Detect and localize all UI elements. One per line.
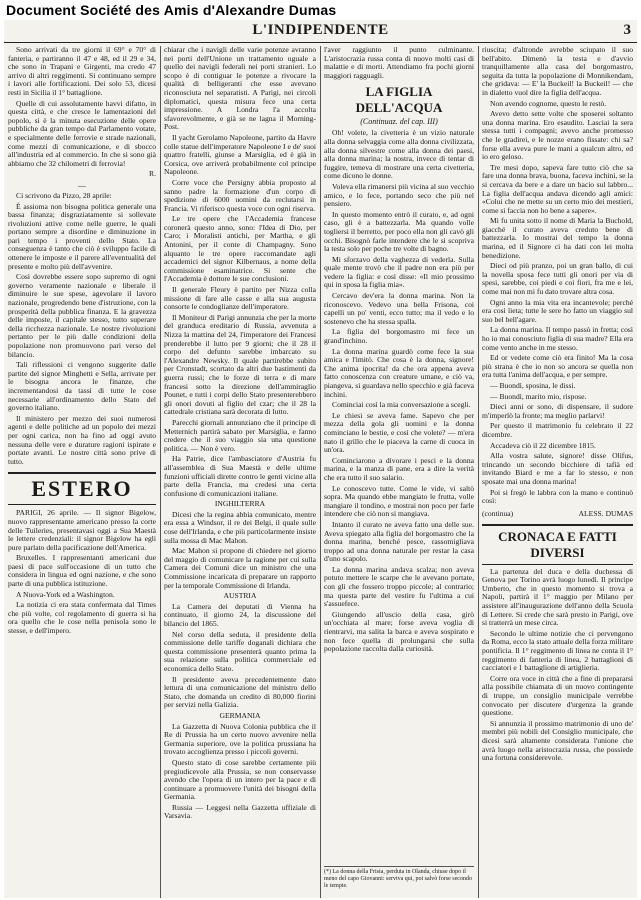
paragraph: l'aver raggiunto il punto culminante. L'aristocrazia russa conta di nuovo molti casi di malattie e di morti. Attendiamo fra pochi giorni maggiori ragguagli. bbox=[324, 46, 474, 80]
paragraph: Il yacht Gerolamo Napoleone, partito da Havre colle statue dell'imperatore Napoleone I e de' suoi quattro fratelli, giunse a Marsiglia, ed è già in Corsica, ove arriverà probabilmente col principe Napoleone. bbox=[164, 132, 316, 177]
paragraph: Alla vostra salute, signore! disse Olifus, trincando un secondo bicchiere di tafià ed invitando Biard e me a far lo stesso, e non sposate mai una donna marina! bbox=[482, 451, 633, 486]
paragraph: La donna marina andava scalza; non aveva potuto mettere le scarpe che le avevano portate, con gli che fossero troppo piccole; al contrario; ma questa parte del vestire fu l'ultima a cui s'assuefece. bbox=[324, 564, 474, 609]
top-bar bbox=[0, 0, 641, 20]
paragraph: — Buondì, marito mio, rispose. bbox=[490, 391, 587, 401]
paragraph: Quelle di cui assolutamente havvi difatto, in questa città, e che cresce le lamentazioni del popolo, si è la minuta esecuzione delle opere pubbliche da gran tempo dal Parlamento votate, e specialmente delle ferrovie e strade nazionali, come mezzi di comunicazione, e di sbocco all'industria ed al commercio. In che si sono già abbiamo che 32 chilometri di ferrovia! bbox=[8, 98, 156, 168]
paragraph: Mi sforzavo della vaghezza di vederla. Sulla quale mente trovò che il padre non era più per vedere la figlia: e così disse: «Il mio prossimo qui in sposa la figlia mia». bbox=[324, 254, 474, 290]
section-heading-austria: AUSTRIA bbox=[223, 591, 257, 601]
paragraph: Ed or vedete come ciò era finito! Ma la cosa più strana è che io non so ancora se quella non era tutta l'anima dell'acqua, e per sempre. bbox=[482, 353, 633, 380]
paragraph: Giungendo all'uscio della casa, girò un'occhiata al mare; forse aveva voglia di rientrarvi, ma salita la barca e aveva sospirato e non fece quella di prolungarsi che sulla popolazione raccolta dalla curiosità. bbox=[324, 609, 474, 654]
masthead-rule bbox=[4, 42, 637, 43]
paragraph: Ci scrivono da Pizzo, 28 aprile: bbox=[16, 190, 112, 200]
section-heading-inghilterra: INGHILTERRA bbox=[214, 499, 266, 509]
paragraph: chiarar che i navigli delle varie potenze avranno nei porti dell'Unione un trattamento uguale a quello dei navigli federali nei porti stranieri. Lo scopo è di contiguar le potenze a rivocare la qualità di belligeranti che esse avevano riconosciuta nel separatisti. A Parigi, nei circoli diplomatici, questa misura fece una certa impressione. A Londra l'a accolta sfavorevolmente, e già se ne lagna il Morning-Post. bbox=[164, 46, 316, 132]
paragraph: Il ministero per mezzo dei suoi numerosi agenti e delle politiche ad un popolo dei mezzi per ogni carica, non ha fino ad oggi avuto nessuna delle vere e durature ragioni ispirate e portate avanti. Le nostre città sono prive di tutto. bbox=[8, 413, 156, 466]
paragraph: Dieci anni or sono, di dispensare, il sudore m'imperlò la fronte; ma meglio parlarvi! bbox=[482, 402, 633, 420]
paragraph: PARIGI, 26 aprile. — Il signor Bigelow, nuovo rappresentante americano presso la corte delle Tuileries, presentavasi oggi a Sua Maestà le lettere credenziali: il signor Bigelow ha egli pure parlato della pacificazione dell'America. bbox=[8, 508, 156, 552]
paragraph: Cominciai così la mia conversazione a scegli. bbox=[332, 400, 471, 410]
paragraph: A Nuova-York ed a Washington. bbox=[16, 589, 115, 599]
paragraph: È assioma non bisogna politica generale una bassa finanza; disgraziatamente si sollevate rivoluzioni attive come nelle guerre, le quali portano sempre a disordine e diminuzione in pari tempo i proventi dello Stato. La conseguenza è tanto che ciò è sviluppo facile di ottenere le imposte e il parere all'eventualità del presente e molto più dell'avvenire. bbox=[8, 201, 156, 271]
feuilleton-signature bbox=[482, 509, 633, 518]
paragraph: — Buondì, sposina, le dissi. bbox=[490, 380, 576, 390]
paragraph: riuscita; d'altronde avrebbe sciupato il suo bell'abito. Dimenò la testa e d'avvio tranquillamente alla casa del borgomastro, seguita da tutta la popolazione di Monnikendam, che gridava: — E' la Buckeil! la Buckeil! — che in dialetto vuol dire la figlia dell'acqua. bbox=[482, 46, 633, 97]
column-2 bbox=[164, 46, 316, 898]
paragraph: Avevo detto sette volte che sposerei soltanto una donna marina. Ero esaudito. Lasciai la sera stessa tutti i compagni; avevo anche promesso che le gradirei, e le nozze erano fissate: chi sa? forse ella aveva pure le mani a qualcun altro, ed io ero geloso. bbox=[482, 109, 633, 162]
column-divider bbox=[478, 46, 479, 898]
paragraph: La donna marina. Il tempo passò in fretta; così ho io mai conosciuto figlia di sua madre? Ella era come vento anche in me stesso. bbox=[482, 325, 633, 352]
paragraph: La donna marina guardò come fece la sua amica e l'imitò. Che cosa è la donna, signore! Che anima ipocrita! da che ora appena aveva fatto conoscenza con creature umane, e ciò va, piangeva, si guardava nello specchio e già faceva inchini. bbox=[324, 346, 474, 399]
section-heading-germania: GERMANIA bbox=[219, 710, 261, 720]
paragraph: Dieci od più pranzo, poi un gran ballo, di cui la novella sposa fece tutti gli onori per via di spesi, sarebbe, coi piedi e coi fiori, fra me e lei, come mai non mi fu dato trovare altra cosa. bbox=[482, 261, 633, 297]
paragraph: Tre mesi dopo, sapeva fare tutto ciò che sa fare una donna brava, buona, faceva inchini, se la si cercava da bere e a dare un bacio sul labbro... La figlia dell'acqua andava dicendo agli amici: «Colui che ne mette su un certo mio dei mestieri, come si faccia non ho bene a sapere». bbox=[482, 162, 633, 215]
page-number: 3 bbox=[623, 22, 631, 38]
column-divider bbox=[160, 46, 161, 898]
paragraph: La partenza del duca e della duchessa di Genova per Torino avrà luogo lunedì. Il principe Umberto, che in questo momento si trova a Napoli, partirà il 1° maggio per Milano per assistere all'inaugurazione dell'anno della Scuola di Lettere. Si crede che sarà presto in Parigi, ove si tratterrà un mese circa. bbox=[482, 566, 633, 628]
paragraph: Mac Mahon si propone di chiedere nel giorno del maggio di comunicare la ragione per cui sulla Camera dei Comuni dice un ministro che una Commissione incaricata di preparare un rapporto per la temporale Commissione di Irlanda. bbox=[164, 546, 316, 590]
paragraph: Nel corso della seduta, il presidente della commissione delle tariffe doganali dichiara che questa commissione presenterà quanto prima la sua relazione sulla politica commerciale ed economica dello Stato. bbox=[164, 629, 316, 673]
newspaper-page bbox=[4, 20, 637, 898]
paragraph: Corre ora voce in città che a fine di prepararsi alla possibile chiamata di un nuovo contingente di truppe, un consiglio municipale verrebbe convocato per discutere d'urgenza la grande questione. bbox=[482, 673, 633, 718]
paragraph: Questo stato di cose sarebbe certamente più pregiudicevole alla Prussia, se non conservasse avendo che l'opera di un intero per la pace e di continuare a promuovere l'unità dei bisogni della Germania. bbox=[164, 757, 316, 802]
paragraph: Le chiesi se aveva fame. Sapevo che per mezza della gola gli uomini e la donna cominciano le bestie, e così che volete? — m'era nato il grillo che le piaceva la carne di cuoca in un'ora. bbox=[324, 410, 474, 455]
paragraph: Il Moniteur di Parigi annunzia che per la morte del granduca ereditario di Russia, avvenuta a Nizza la mattina del 24, l'imperatore dei Francesi prenderebbe il lutto per 9 giorni; che il 28 il corpo del defunto sarebbe imbarcato su l'Alexandre Newsky. Il quale partirebbe subito per Cronstadt, scortato da altri due bastimenti da guerra russi; che le forze di terra e di mare francesi sotto la direzione dell'ammiraglio Pounet, e tutti i corpi dello Stato presenterebbero gli onori dovuti al figlio del czar; che il 28 la cattedrale cristiana sarà decorata di lutto. bbox=[164, 312, 316, 417]
paragraph: Le conoscevo tutte. Come le vide, vi saltò sopra. Ma quando ebbe mangiato le frutta, volle mangiare il tondino, e mostrai non poco per farle intendere che ciò non si mangiava. bbox=[324, 483, 474, 519]
column-1 bbox=[8, 46, 156, 898]
paragraph: Voleva ella rimanersi più vicina al suo vecchio amico, e lo fece, portando seco che più nel pensiero. bbox=[324, 181, 474, 209]
author-name: ALESS. DUMAS bbox=[578, 508, 633, 518]
paragraph: Le tre opere che l'Accademia francese coronerà questo anno, sono: l'Idea di Dio, per Caro; i Moralisti antichi, per Martha, e gli Antonini, per il conte di Champagny. Sono alquanto le tre opere raccomandate agli accademici del signor Kilbernaus, a nome della commissione esaminatrice. Si sente che l'Accademia è dottore le sue conclusioni. bbox=[164, 214, 316, 284]
paragraph: Accadeva ciò il 22 dicembre 1815. bbox=[490, 440, 596, 450]
paragraph: Parecchi giornali annunziano che il principe di Metternich partirà sabato per Marsiglia, e fanno credere che il suo viaggio sia una questione politica. — Non è vero. bbox=[164, 417, 316, 453]
paragraph: Il presidente aveva precedentemente dato lettura di una comunicazione del ministro dello Stato, che domanda un credito di 80,000 fiorini per servizi nella Galizia. bbox=[164, 674, 316, 710]
paragraph: Intanto il curato ne aveva fatto una delle sue. Aveva spiegato alla figlia del borgomastro che la donna marina, benché pesce, rassomigliava troppo ad una donna naturale per restar la casa d'uno scapolo. bbox=[324, 519, 474, 564]
section-heading-estero: ESTERO bbox=[8, 472, 156, 505]
feuilleton-subtitle: (Continuaz. del cap. III) bbox=[360, 117, 438, 127]
paragraph: Mi fu unita sotto il nome di Maria la Buchold, giacché il curato aveva creduto bene di battezzarla. Io mostrai del tempo la donna marina, ed il Signore ci ha dati con lei molta benedizione. bbox=[482, 216, 633, 260]
paragraph: Ogni anno la mia vita era incantevole; perché era così lieta; tutte le sere ho fatto un viaggio sul suo bel bell'agare. bbox=[482, 297, 633, 324]
paragraph: Cominciarono a divorare i pesci e la donna marina, e la manza di pane, era a dire la verità che era tutto il suo salario. bbox=[324, 455, 474, 482]
paragraph: La notizia ci era stata confermata dal Times che più volte, col regolamento di guerra si ha ora quello che le cose nella penisola sono le stesse, e dell'impero. bbox=[8, 600, 156, 636]
paragraph: Russia — Leggesi nella Gazzetta uffiziale di Varsavia. bbox=[164, 802, 316, 821]
paragraph: La Gazzetta di Nuova Colonia pubblica che il Re di Prussia ha un certo nuovo avvenire nella Germania superiore, ove la politica prussiana ha trovato accoglienza presso i piccoli governi. bbox=[164, 721, 316, 757]
section-heading-cronaca: CRONACA E FATTI DIVERSI bbox=[482, 524, 633, 565]
paragraph: Oh! volete, la civetteria è un vizio naturale alla donna selvaggia come alla donna civilizzata, alla donna silvestre come alla donna dei paesi, alla donna marina; la nostra, invece di tentar di fuggire, temeva di mostrare una certa civetteria, come dicono le donne. bbox=[324, 128, 474, 181]
separator: — bbox=[78, 180, 86, 190]
paragraph: Corre voce che Persigny abbia proposto al sanno padre la formazione d'un corpo di spedizione di 6000 uomini da reclutarsi in Francia. Vi riferisco questa voce con ogni riserva. bbox=[164, 177, 316, 213]
continua-label: (continua) bbox=[482, 508, 514, 518]
paragraph: La Camera dei deputati di Vienna ha continuato, il giorno 24, la discussione del bilancio del 1865. bbox=[164, 601, 316, 628]
paragraph: Non avendo cognome, questo le restò. bbox=[490, 98, 607, 108]
paragraph: Si annunzia il prossimo matrimonio di uno de' membri più nobili del Consiglio municipale, che dicesi sarà altamente considerata l'unione che avrà luogo nella aristocrazia russa, che possiede una fortuna considerevole. bbox=[482, 718, 633, 763]
paragraph: In questo momento entrò il curato, e, ad ogni caso, gli è a battezzarla. Ma quando volle togliersi il berretto, per poco ella non gli cavò gli occhi. Bisognò farle intendere che le si scopriva la testa solo per poche tre volte di bagno. bbox=[324, 209, 474, 254]
paragraph: Dicesi che la regina abbia comunicato, mentre era essa a Windsor, il re dei Belgi, il quale sulle cose dell'Irlanda, e che più particolarmente insiste sulla mossa di Mac Mahon. bbox=[164, 509, 316, 545]
paragraph: Per questo il matrimonio fu celebrato il 22 dicembre. bbox=[482, 421, 633, 439]
paragraph: Poi si fregò le labbra con la mano e continuò così: bbox=[482, 487, 633, 506]
paragraph: Tali riflessioni ci vengono suggerite dalle partite del signor Minghetti e Sella, arrivate per le bisogna ancora le finanze, che incrementandosi da tassi di tutte le cose necessarie all'ordinamento dello Stato del governo italiano. bbox=[8, 360, 156, 413]
column-divider bbox=[320, 46, 321, 898]
newspaper-title: L'INDIPENDENTE bbox=[252, 22, 389, 38]
paragraph: Bruxelles. I rappresentanti americani due paesi di pace sull'occasione di un tutto che considera in lingua ed ogni nazione, e che sono parte di una pubblica istituzione. bbox=[8, 553, 156, 589]
paragraph: Ha Patrie, dice l'ambasciatore d'Austria fu all'assemblea di Sua Maestà e delle ultime funzioni ufficiali dirette contro le genti vicine alla parte della Francia, ma credesi una certa confusione di comunicazioni italiane. bbox=[164, 454, 316, 498]
paragraph: Sono arrivati da tre giorni il 69° e 70° di fanteria, e partiranno il 47 e 48, ed il 29 e 34, che sono in Trapani e Girgenti, ma credo 47 arrivo di altri reggimenti. Si continuano sempre i lavori alle fortificazioni. Dei solo 53, dicesi resti in Sicilia il 1° battaglione. bbox=[8, 46, 156, 97]
signature: R. bbox=[149, 169, 156, 179]
document-title: Document Société des Amis d'Alexandre Dumas bbox=[6, 2, 337, 18]
paragraph: Il generale Fleury è partito per Nizza colla missione di fare alle casse e alla sua augusta consorte le condoglianze dell'imperatore. bbox=[164, 285, 316, 312]
paragraph: Cercavo dev'era la donna marina. Non la riconoscevo. Vedevo una bella Frisona, coi capelli un po' venti, ecco tutto; ma il vedo e lo sostenevo che ha stessa spalla. bbox=[324, 291, 474, 326]
paragraph: Così dovrebbe essere sopo supremo di ogni governo veramente nazionale e liberale il diminuire le sue spese, agevolare il lavoro nazionale, progredendo bene d'istruzione, con la prosperità della pubblica finanza. E la gravezza delle imposte, il capitale stesso, tutto superare della ricchezza nazionale. Le nostre rivoluzioni pertanto per le più dalle condizioni della popolazione non promuovono pari verso del bilancio. bbox=[8, 272, 156, 359]
column-4 bbox=[482, 46, 633, 898]
footnote: (*) La donna della Frisia, perduta in Olanda, chiuse dopo il meno del capo Giovanni: serviva qui, poi salvò forse secondo le tempie. bbox=[324, 866, 474, 890]
column-3 bbox=[324, 46, 474, 864]
feuilleton-title: LA FIGLIA DELL'ACQUA bbox=[355, 84, 443, 116]
masthead bbox=[4, 20, 637, 42]
paragraph: Secondo le ultime notizie che ci pervengono da Roma, ecco la stato attuale della forza militare pontificia. Il 1° reggimento di linea ne conta il 1° reggimento di fanteria di linea, 2 battaglioni di cacciatori e 1 battaglione di artiglieria. bbox=[482, 628, 633, 673]
paragraph: La figlia del borgomastro mi fece un grand'inchino. bbox=[324, 327, 474, 346]
